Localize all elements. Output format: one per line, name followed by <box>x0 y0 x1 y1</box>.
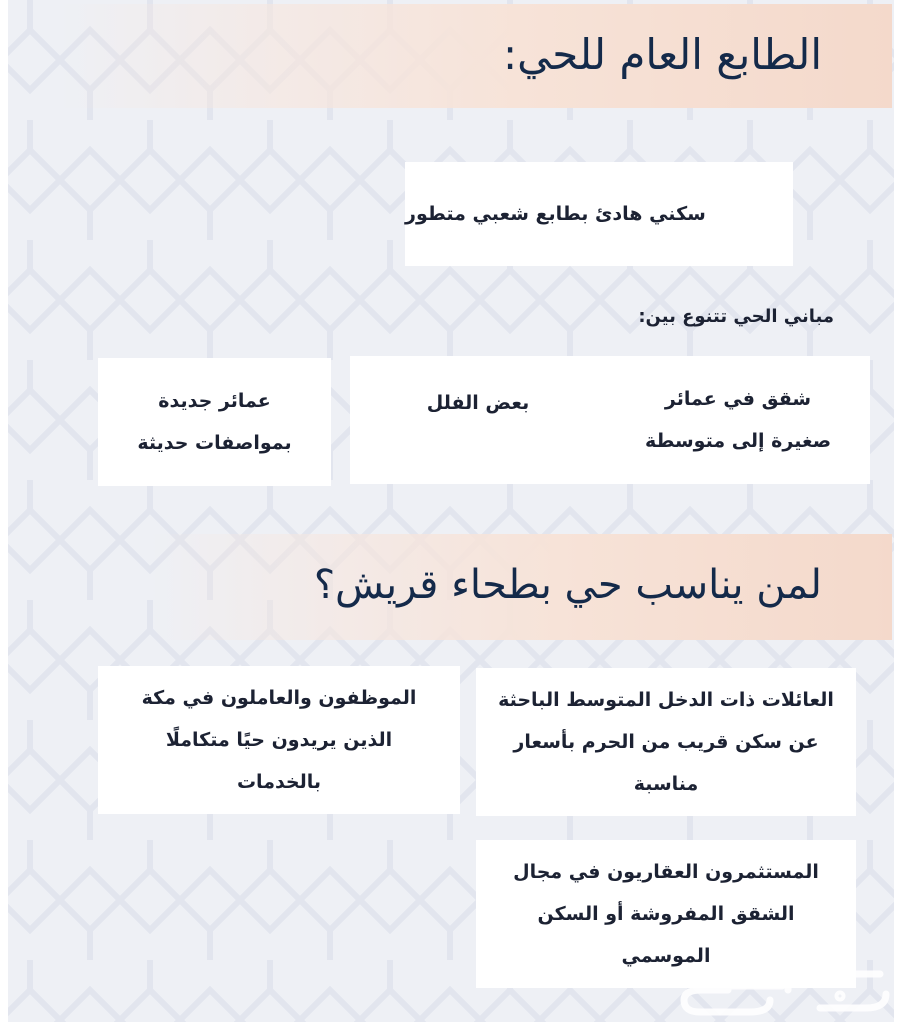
audience-text: الموظفون والعاملون في مكة الذين يريدون حيًا متكاملًا بالخدمات <box>141 687 417 793</box>
audience-text: المستثمرون العقاريون في مجال الشقق المفروشة أو السكن الموسمي <box>513 861 819 967</box>
haraj-watermark-logo <box>670 960 895 1020</box>
building-type-card <box>98 358 331 486</box>
neighborhood-character-text: سكني هادئ بطابع شعبي متطور <box>405 203 706 225</box>
audience-card <box>476 668 856 816</box>
building-type-card <box>606 356 870 484</box>
section-title-general-character: الطابع العام للحي: <box>503 30 822 79</box>
section-banner-target-audience <box>150 534 892 640</box>
section-banner-general-character <box>60 4 892 108</box>
building-type-card <box>350 356 606 484</box>
right-page-edge <box>894 0 900 1022</box>
building-type-text: عمائر جديدة بمواصفات حديثة <box>137 390 292 454</box>
section-title-target-audience: لمن يناسب حي بطحاء قريش؟ <box>313 562 822 608</box>
buildings-subheading: مباني الحي تتنوع بين: <box>638 306 834 327</box>
audience-card <box>98 666 460 814</box>
left-page-edge <box>0 0 8 1022</box>
building-type-text: شقق في عمائر صغيرة إلى متوسطة <box>644 388 832 452</box>
audience-text: العائلات ذات الدخل المتوسط الباحثة عن سكن قريب من الحرم بأسعار مناسبة <box>498 689 834 795</box>
neighborhood-character-card <box>405 162 793 266</box>
building-type-text: بعض الفلل <box>426 392 530 414</box>
